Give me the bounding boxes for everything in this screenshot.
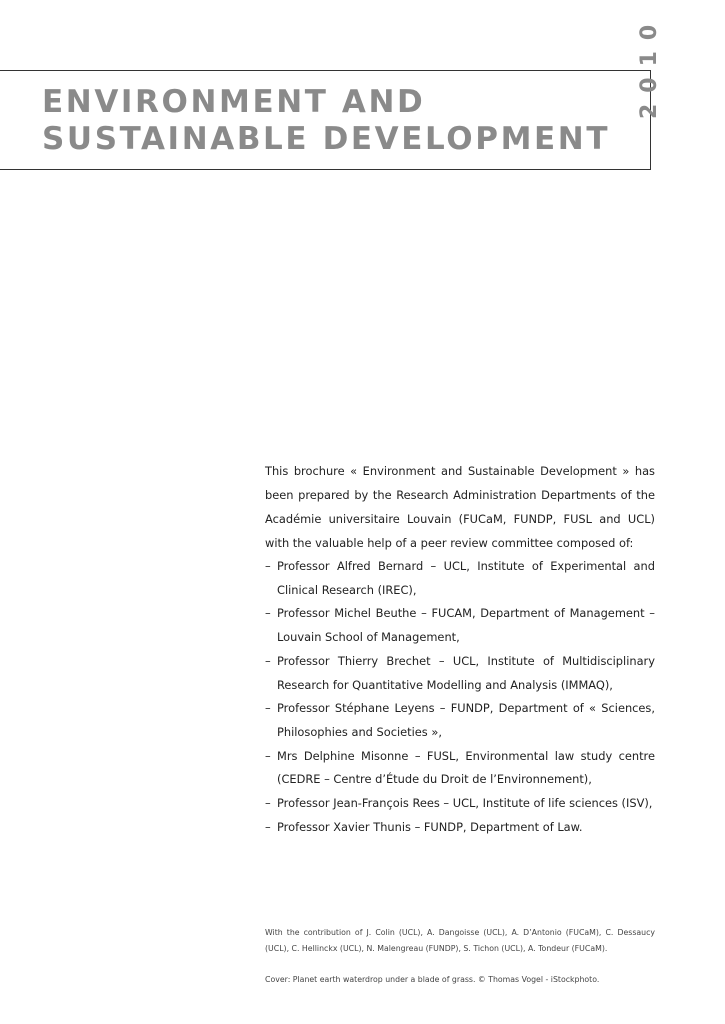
list-item-text: Professor Xavier Thunis – FUNDP, Department of Law.	[277, 819, 583, 834]
contribution-note: With the contribution of J. Colin (UCL), A. Dangoisse (UCL), A. D’Antonio (FUCaM), C. Dessaucy (UCL), C. Hellinckx (UCL), N. Malengreau (FUNDP), S. Tichon (UCL), A. Tondeur (FUCaM).	[265, 928, 655, 953]
list-item	[265, 697, 655, 744]
list-dash: –	[265, 748, 271, 763]
list-item-text: Professor Jean-François Rees – UCL, Institute of life sciences (ISV),	[277, 796, 653, 811]
year-label	[637, 13, 694, 174]
list-item	[265, 745, 655, 792]
list-dash: –	[265, 701, 271, 716]
list-dash: –	[265, 606, 271, 621]
list-dash: –	[265, 653, 271, 668]
list-item-text: Professor Stéphane Leyens – FUNDP, Department of « Sciences, Philosophies and Societies »,	[277, 701, 655, 739]
page-title	[42, 84, 610, 158]
list-item	[265, 602, 655, 649]
list-dash: –	[265, 819, 271, 834]
list-dash: –	[265, 796, 271, 811]
list-item-text: Professor Michel Beuthe – FUCAM, Department of Management – Louvain School of Management,	[277, 606, 655, 645]
title-line-2: SUSTAINABLE DEVELOPMENT	[42, 121, 611, 157]
cover-credit: Cover: Planet earth waterdrop under a blade of grass. © Thomas Vogel - iStockphoto.	[265, 975, 600, 984]
list-item-text: Professor Alfred Bernard – UCL, Institute of Experimental and Clinical Research (IREC),	[277, 559, 655, 597]
list-item	[265, 792, 655, 816]
list-item	[265, 650, 655, 697]
committee-list	[265, 555, 655, 839]
year-text: 2010	[637, 13, 662, 119]
list-item-text: Professor Thierry Brechet – UCL, Institute of Multidisciplinary Research for Quantitative Modelling and Analysis (IMMAQ),	[277, 653, 655, 692]
list-item	[265, 816, 655, 840]
title-line-1: ENVIRONMENT AND	[42, 84, 426, 120]
list-item	[265, 555, 655, 602]
list-dash: –	[265, 559, 271, 573]
list-item-text: Mrs Delphine Misonne – FUSL, Environmental law study centre (CEDRE – Centre d’Étude du Droit de l’Environnement),	[277, 748, 655, 787]
intro-paragraph: This brochure « Environment and Sustainable Development » has been prepared by the Research Administration Departments of the Académie universitaire Louvain (FUCaM, FUNDP, FUSL and UCL) with the valuable help of a peer review committee composed of:	[265, 464, 655, 550]
